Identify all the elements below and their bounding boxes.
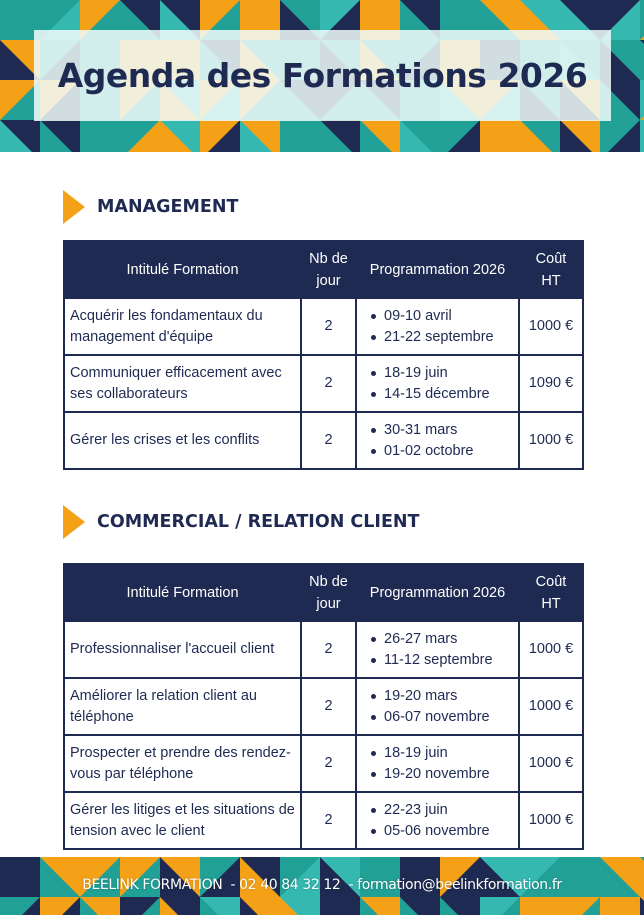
header-pattern-band [0, 0, 644, 152]
column-header-days-line1: Nb de [309, 573, 348, 590]
section-heading-commercial [63, 505, 419, 539]
course-title: Améliorer la relation client au téléphone [64, 678, 301, 735]
table-row [64, 735, 583, 792]
title-banner [34, 30, 611, 121]
course-title: Acquérir les fondamentaux du management d'équipe [64, 298, 301, 355]
table-header-row [64, 564, 583, 621]
session-date: 01-02 octobre [370, 441, 513, 462]
course-title: Prospecter et prendre des rendez-vous par téléphone [64, 735, 301, 792]
column-header-cost-line2: HT [541, 595, 561, 612]
course-cost: 1000 € [519, 735, 583, 792]
table-row [64, 621, 583, 678]
column-header-days [301, 241, 356, 298]
course-days: 2 [301, 298, 356, 355]
page-title: Agenda des Formations 2026 [57, 56, 588, 95]
column-header-cost [519, 241, 583, 298]
column-header-title: Intitulé Formation [64, 241, 301, 298]
session-date: 14-15 décembre [370, 384, 513, 405]
table-row [64, 678, 583, 735]
session-date: 11-12 septembre [370, 650, 513, 671]
course-days: 2 [301, 412, 356, 469]
management-table [63, 240, 584, 470]
table-row [64, 355, 583, 412]
session-date: 21-22 septembre [370, 327, 513, 348]
play-arrow-icon [63, 505, 85, 539]
session-date: 18-19 juin [370, 743, 513, 764]
column-header-cost-line1: Coût [535, 250, 567, 267]
footer-pattern-band [0, 857, 644, 915]
course-schedule [356, 355, 519, 412]
commercial-table [63, 563, 584, 850]
session-date: 09-10 avril [370, 306, 513, 327]
play-arrow-icon [63, 190, 85, 224]
course-schedule [356, 735, 519, 792]
course-cost: 1000 € [519, 678, 583, 735]
session-date: 30-31 mars [370, 420, 513, 441]
session-date: 19-20 mars [370, 686, 513, 707]
course-days: 2 [301, 792, 356, 849]
course-cost: 1000 € [519, 792, 583, 849]
table-row [64, 298, 583, 355]
section-title: MANAGEMENT [97, 197, 239, 217]
column-header-title: Intitulé Formation [64, 564, 301, 621]
column-header-days-line1: Nb de [309, 250, 348, 267]
session-date: 26-27 mars [370, 629, 513, 650]
course-days: 2 [301, 735, 356, 792]
footer-contact-text: BEELINK FORMATION - 02 40 84 32 12 - formation@beelinkformation.fr [82, 877, 562, 893]
course-cost: 1000 € [519, 621, 583, 678]
table-header-row [64, 241, 583, 298]
course-title: Gérer les litiges et les situations de tension avec le client [64, 792, 301, 849]
session-date: 05-06 novembre [370, 821, 513, 842]
session-date: 18-19 juin [370, 363, 513, 384]
course-cost: 1000 € [519, 412, 583, 469]
session-date: 22-23 juin [370, 800, 513, 821]
course-schedule [356, 678, 519, 735]
course-cost: 1000 € [519, 298, 583, 355]
course-title: Gérer les crises et les conflits [64, 412, 301, 469]
course-schedule [356, 412, 519, 469]
column-header-cost-line1: Coût [535, 573, 567, 590]
column-header-days-line2: jour [316, 595, 341, 612]
course-days: 2 [301, 621, 356, 678]
course-days: 2 [301, 355, 356, 412]
table-row [64, 792, 583, 849]
column-header-cost-line2: HT [541, 272, 561, 289]
column-header-days-line2: jour [316, 272, 341, 289]
section-heading-management [63, 190, 238, 224]
course-title: Professionnaliser l'accueil client [64, 621, 301, 678]
section-title: COMMERCIAL / RELATION CLIENT [97, 512, 420, 532]
course-days: 2 [301, 678, 356, 735]
column-header-schedule: Programmation 2026 [356, 241, 519, 298]
course-schedule [356, 792, 519, 849]
session-date: 06-07 novembre [370, 707, 513, 728]
course-schedule [356, 298, 519, 355]
column-header-schedule: Programmation 2026 [356, 564, 519, 621]
table-row [64, 412, 583, 469]
column-header-days [301, 564, 356, 621]
course-cost: 1090 € [519, 355, 583, 412]
column-header-cost [519, 564, 583, 621]
session-date: 19-20 novembre [370, 764, 513, 785]
course-title: Communiquer efficacement avec ses collaborateurs [64, 355, 301, 412]
course-schedule [356, 621, 519, 678]
